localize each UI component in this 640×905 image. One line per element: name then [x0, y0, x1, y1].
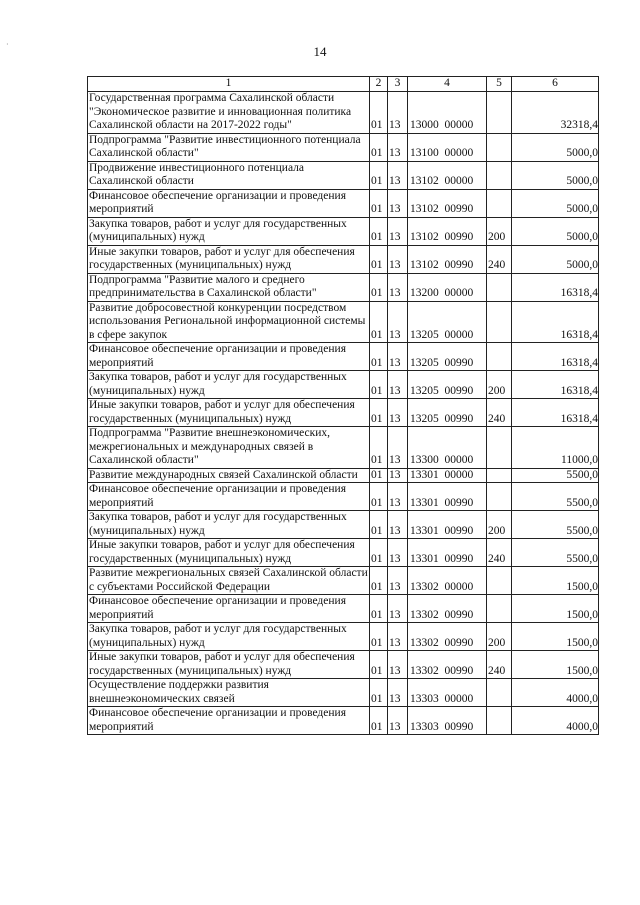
row-name-cell: Иные закупки товаров, работ и услуг для обеспечения государственных (муниципальных) нужд [88, 539, 370, 567]
subsection-cell: 13 [388, 468, 408, 483]
target-article-cell: 13205 00990 [408, 399, 487, 427]
section-cell: 01 [370, 273, 388, 301]
section-cell: 01 [370, 427, 388, 469]
section-cell: 01 [370, 483, 388, 511]
subsection-cell: 13 [388, 679, 408, 707]
column-header-5: 5 [487, 77, 512, 92]
amount-cell: 5500,0 [512, 539, 599, 567]
amount-cell: 5500,0 [512, 468, 599, 483]
row-name-cell: Иные закупки товаров, работ и услуг для обеспечения государственных (муниципальных) нужд [88, 651, 370, 679]
subsection-cell: 13 [388, 567, 408, 595]
column-header-2: 2 [370, 77, 388, 92]
amount-cell: 5000,0 [512, 217, 599, 245]
target-article-cell: 13205 00990 [408, 343, 487, 371]
column-header-4: 4 [408, 77, 487, 92]
target-article-cell: 13302 00990 [408, 623, 487, 651]
column-header-3: 3 [388, 77, 408, 92]
subsection-cell: 13 [388, 189, 408, 217]
table-row [88, 189, 599, 217]
expense-type-cell [487, 343, 512, 371]
subsection-cell: 13 [388, 245, 408, 273]
section-cell: 01 [370, 161, 388, 189]
expense-type-cell [487, 707, 512, 735]
target-article-cell: 13302 00990 [408, 651, 487, 679]
subsection-cell: 13 [388, 371, 408, 399]
section-cell: 01 [370, 343, 388, 371]
target-article-cell: 13100 00000 [408, 133, 487, 161]
section-cell: 01 [370, 539, 388, 567]
row-name-cell: Закупка товаров, работ и услуг для государственных (муниципальных) нужд [88, 217, 370, 245]
target-article-cell: 13000 00000 [408, 92, 487, 134]
amount-cell: 16318,4 [512, 343, 599, 371]
row-name-cell: Развитие добросовестной конкуренции посредством использования Региональной информационной системы в сфере закупок [88, 301, 370, 343]
expense-type-cell: 240 [487, 399, 512, 427]
subsection-cell: 13 [388, 133, 408, 161]
row-name-cell: Развитие межрегиональных связей Сахалинской области с субъектами Российской Федерации [89, 567, 368, 593]
subsection-cell: 13 [388, 301, 408, 343]
section-cell: 01 [370, 567, 388, 595]
expense-type-cell: 240 [487, 539, 512, 567]
expense-type-cell [487, 273, 512, 301]
section-cell: 01 [370, 468, 388, 483]
subsection-cell: 13 [388, 707, 408, 735]
margin-mark: · [6, 40, 9, 49]
target-article-cell: 13205 00990 [408, 371, 487, 399]
subsection-cell: 13 [388, 623, 408, 651]
table-row [88, 92, 599, 134]
row-name-cell: Финансовое обеспечение организации и проведения мероприятий [88, 707, 370, 735]
table-row [88, 623, 599, 651]
row-name-cell: Финансовое обеспечение организации и проведения мероприятий [88, 189, 370, 217]
section-cell: 01 [370, 511, 388, 539]
target-article-cell: 13102 00990 [408, 217, 487, 245]
section-cell: 01 [370, 651, 388, 679]
amount-cell: 1500,0 [512, 651, 599, 679]
table-row [88, 651, 599, 679]
subsection-cell: 13 [388, 343, 408, 371]
amount-cell: 5500,0 [512, 483, 599, 511]
table-row [88, 273, 599, 301]
target-article-cell: 13102 00990 [408, 189, 487, 217]
amount-cell: 1500,0 [512, 595, 599, 623]
row-name-cell: Подпрограмма "Развитие внешнеэкономических, межрегиональных и международных связей в Сахалинской области" [88, 427, 370, 469]
table-row [88, 343, 599, 371]
target-article-cell: 13303 00990 [408, 707, 487, 735]
table-row [88, 427, 599, 469]
amount-cell: 16318,4 [512, 399, 599, 427]
table-row [88, 511, 599, 539]
target-article-cell: 13301 00990 [408, 483, 487, 511]
table-row [88, 371, 599, 399]
row-name-cell: Финансовое обеспечение организации и проведения мероприятий [88, 595, 370, 623]
expense-type-cell [487, 133, 512, 161]
amount-cell: 5000,0 [512, 161, 599, 189]
table-row [88, 161, 599, 189]
column-header-1: 1 [88, 77, 370, 92]
row-name-cell: Закупка товаров, работ и услуг для государственных (муниципальных) нужд [88, 371, 370, 399]
table-row [88, 707, 599, 735]
column-header-6: 6 [512, 77, 599, 92]
page-number: 14 [313, 44, 327, 59]
target-article-cell: 13302 00990 [408, 595, 487, 623]
row-name-cell: Продвижение инвестиционного потенциала Сахалинской области [88, 161, 370, 189]
table-row [88, 133, 599, 161]
amount-cell: 4000,0 [512, 707, 599, 735]
expense-type-cell [487, 427, 512, 469]
subsection-cell: 13 [388, 273, 408, 301]
amount-cell: 5500,0 [512, 511, 599, 539]
table-row [88, 301, 599, 343]
target-article-cell: 13205 00000 [408, 301, 487, 343]
row-name-cell: Закупка товаров, работ и услуг для государственных (муниципальных) нужд [88, 511, 370, 539]
section-cell: 01 [370, 595, 388, 623]
target-article-cell: 13302 00000 [408, 567, 487, 595]
target-article-cell: 13301 00990 [408, 511, 487, 539]
expense-type-cell [487, 468, 512, 483]
expense-type-cell [487, 595, 512, 623]
row-name-cell: Осуществление поддержки развития внешнеэкономических связей [88, 679, 370, 707]
table-row [88, 217, 599, 245]
amount-cell: 5000,0 [512, 245, 599, 273]
section-cell: 01 [370, 301, 388, 343]
expense-type-cell [487, 679, 512, 707]
subsection-cell: 13 [388, 92, 408, 134]
section-cell: 01 [370, 371, 388, 399]
table-row [88, 399, 599, 427]
expense-type-cell: 200 [487, 623, 512, 651]
budget-table [87, 76, 599, 735]
row-name-cell: Развитие международных связей Сахалинской области [88, 468, 370, 483]
expense-type-cell: 240 [487, 245, 512, 273]
amount-cell: 11000,0 [512, 427, 599, 469]
section-cell: 01 [370, 133, 388, 161]
table-row [88, 679, 599, 707]
table-row [88, 245, 599, 273]
row-name-cell: Иные закупки товаров, работ и услуг для обеспечения государственных (муниципальных) нужд [88, 245, 370, 273]
amount-cell: 5000,0 [512, 189, 599, 217]
target-article-cell: 13102 00000 [408, 161, 487, 189]
amount-cell: 16318,4 [512, 371, 599, 399]
amount-cell: 16318,4 [512, 301, 599, 343]
row-name-cell: Закупка товаров, работ и услуг для государственных (муниципальных) нужд [88, 623, 370, 651]
expense-type-cell [487, 189, 512, 217]
expense-type-cell: 200 [487, 511, 512, 539]
subsection-cell: 13 [388, 483, 408, 511]
row-name-cell: Финансовое обеспечение организации и проведения мероприятий [88, 343, 370, 371]
subsection-cell: 13 [388, 427, 408, 469]
subsection-cell: 13 [388, 595, 408, 623]
target-article-cell: 13301 00000 [408, 468, 487, 483]
section-cell: 01 [370, 623, 388, 651]
section-cell: 01 [370, 92, 388, 134]
header-row [88, 77, 599, 92]
section-cell: 01 [370, 217, 388, 245]
subsection-cell: 13 [388, 161, 408, 189]
expense-type-cell: 200 [487, 217, 512, 245]
section-cell: 01 [370, 245, 388, 273]
expense-type-cell [487, 301, 512, 343]
target-article-cell: 13303 00000 [408, 679, 487, 707]
amount-cell: 1500,0 [512, 623, 599, 651]
expense-type-cell: 240 [487, 651, 512, 679]
expense-type-cell: 200 [487, 371, 512, 399]
section-cell: 01 [370, 189, 388, 217]
amount-cell: 5000,0 [512, 133, 599, 161]
table-row [88, 468, 599, 483]
amount-cell: 32318,4 [512, 92, 599, 134]
row-name-cell: Финансовое обеспечение организации и проведения мероприятий [88, 483, 370, 511]
target-article-cell: 13300 00000 [408, 427, 487, 469]
expense-type-cell [487, 483, 512, 511]
target-article-cell: 13200 00000 [408, 273, 487, 301]
row-name-cell: Иные закупки товаров, работ и услуг для обеспечения государственных (муниципальных) нужд [88, 399, 370, 427]
subsection-cell: 13 [388, 651, 408, 679]
row-name-cell: Государственная программа Сахалинской области "Экономическое развитие и инновационная политика Сахалинской области на 2017-2022 годы" [88, 92, 370, 134]
subsection-cell: 13 [388, 511, 408, 539]
section-cell: 01 [370, 399, 388, 427]
amount-cell: 16318,4 [512, 273, 599, 301]
table-row [88, 567, 599, 595]
table-row [88, 483, 599, 511]
section-cell: 01 [370, 679, 388, 707]
table-body [88, 92, 599, 735]
target-article-cell: 13301 00990 [408, 539, 487, 567]
expense-type-cell [487, 567, 512, 595]
target-article-cell: 13102 00990 [408, 245, 487, 273]
subsection-cell: 13 [388, 217, 408, 245]
row-name-cell: Подпрограмма "Развитие инвестиционного потенциала Сахалинской области" [88, 133, 370, 161]
expense-type-cell [487, 161, 512, 189]
subsection-cell: 13 [388, 399, 408, 427]
amount-cell: 1500,0 [512, 567, 599, 595]
row-name-cell: Подпрограмма "Развитие малого и среднего предпринимательства в Сахалинской области" [88, 273, 370, 301]
section-cell: 01 [370, 707, 388, 735]
expense-type-cell [487, 92, 512, 134]
table-row [88, 595, 599, 623]
amount-cell: 4000,0 [512, 679, 599, 707]
table-row [88, 539, 599, 567]
subsection-cell: 13 [388, 539, 408, 567]
